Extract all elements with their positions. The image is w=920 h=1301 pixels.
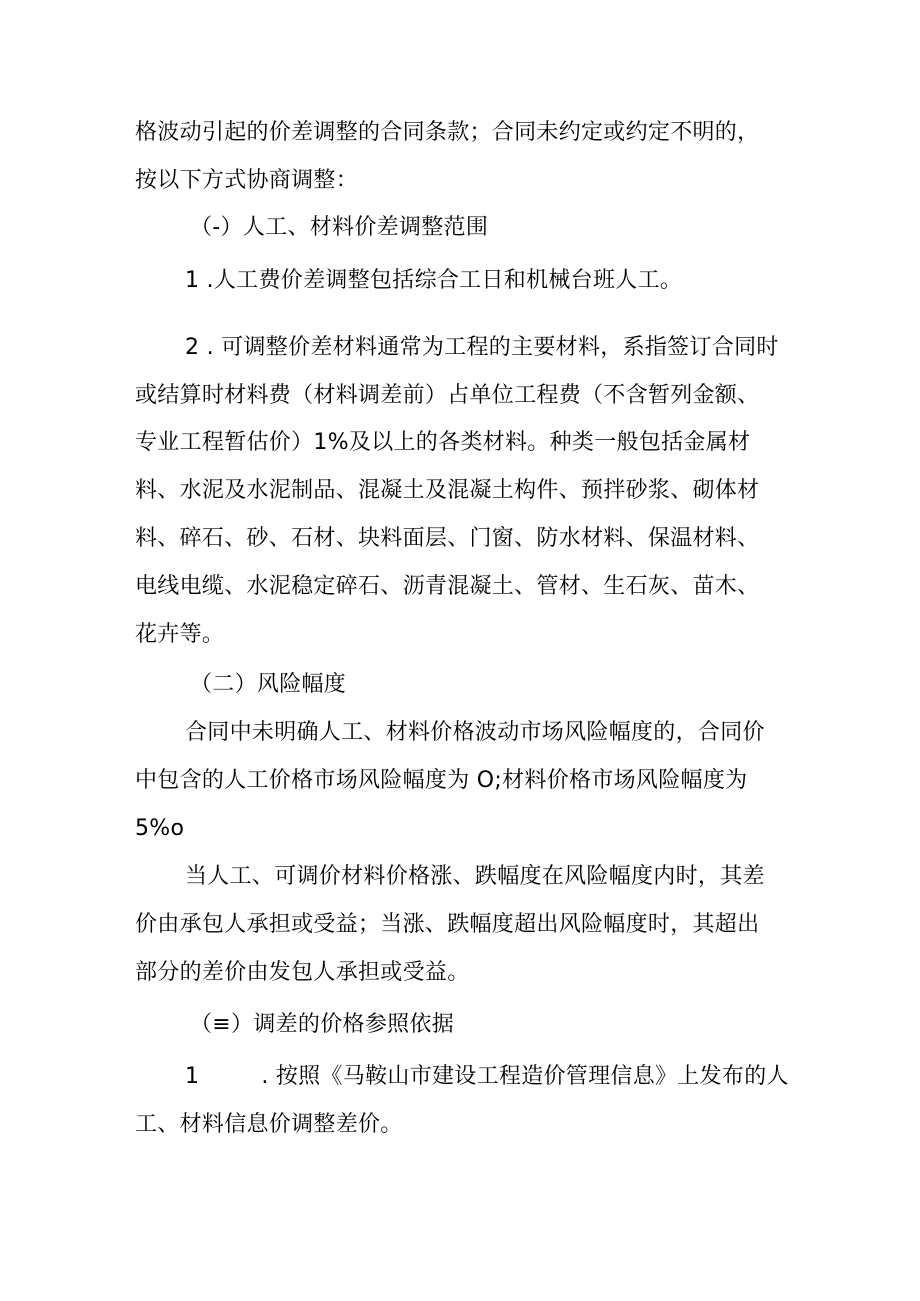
paragraph-line: 按以下方式协商调整： bbox=[135, 168, 359, 193]
section-heading-3: （≡）调差的价格参照依据 bbox=[190, 1012, 455, 1037]
list-item-text: . 按照《马鞍山市建设工程造价管理信息》上发布的人 bbox=[261, 1064, 789, 1089]
paragraph-line: 工、材料信息价调整差价。 bbox=[135, 1112, 403, 1137]
paragraph-line: 格波动引起的价差调整的合同条款；合同未约定或约定不明的， bbox=[135, 120, 760, 145]
section-heading-1: （-）人工、材料价差调整范围 bbox=[190, 215, 489, 240]
paragraph-line: 5%o bbox=[135, 816, 185, 841]
paragraph-line: 电线电缆、水泥稳定碎石、沥青混凝土、管材、生石灰、苗木、 bbox=[135, 574, 760, 599]
paragraph-line: 花卉等。 bbox=[135, 622, 225, 647]
paragraph-line: 专业工程暂估价）1%及以上的各类材料。种类一般包括金属材 bbox=[135, 430, 751, 455]
paragraph-line: 中包含的人工价格市场风险幅度为 O;材料价格市场风险幅度为 bbox=[135, 768, 748, 793]
paragraph-line: 或结算时材料费（材料调差前）占单位工程费（不含暂列金额、 bbox=[135, 383, 760, 408]
paragraph-line: 价由承包人承担或受益；当涨、跌幅度超出风险幅度时，其超出 bbox=[135, 912, 760, 937]
paragraph-line: 当人工、可调价材料价格涨、跌幅度在风险幅度内时，其差 bbox=[185, 864, 765, 889]
list-item-number: 1 bbox=[185, 1064, 200, 1089]
paragraph-line: 料、水泥及水泥制品、混凝土及混凝土构件、预拌砂浆、砌体材 bbox=[135, 478, 760, 503]
section-heading-2: （二）风险幅度 bbox=[190, 672, 347, 697]
list-item-1: 1 .人工费价差调整包括综合工日和机械台班人工。 bbox=[185, 268, 683, 293]
list-item-2: 2 . 可调整价差材料通常为工程的主要材料，系指签订合同时 bbox=[185, 335, 779, 360]
paragraph-line: 合同中未明确人工、材料价格波动市场风险幅度的，合同价 bbox=[185, 720, 765, 745]
paragraph-line: 料、碎石、砂、石材、块料面层、门窗、防水材料、保温材料、 bbox=[135, 526, 760, 551]
list-item-3 bbox=[185, 1062, 795, 1092]
paragraph-line: 部分的差价由发包人承担或受益。 bbox=[135, 960, 470, 985]
